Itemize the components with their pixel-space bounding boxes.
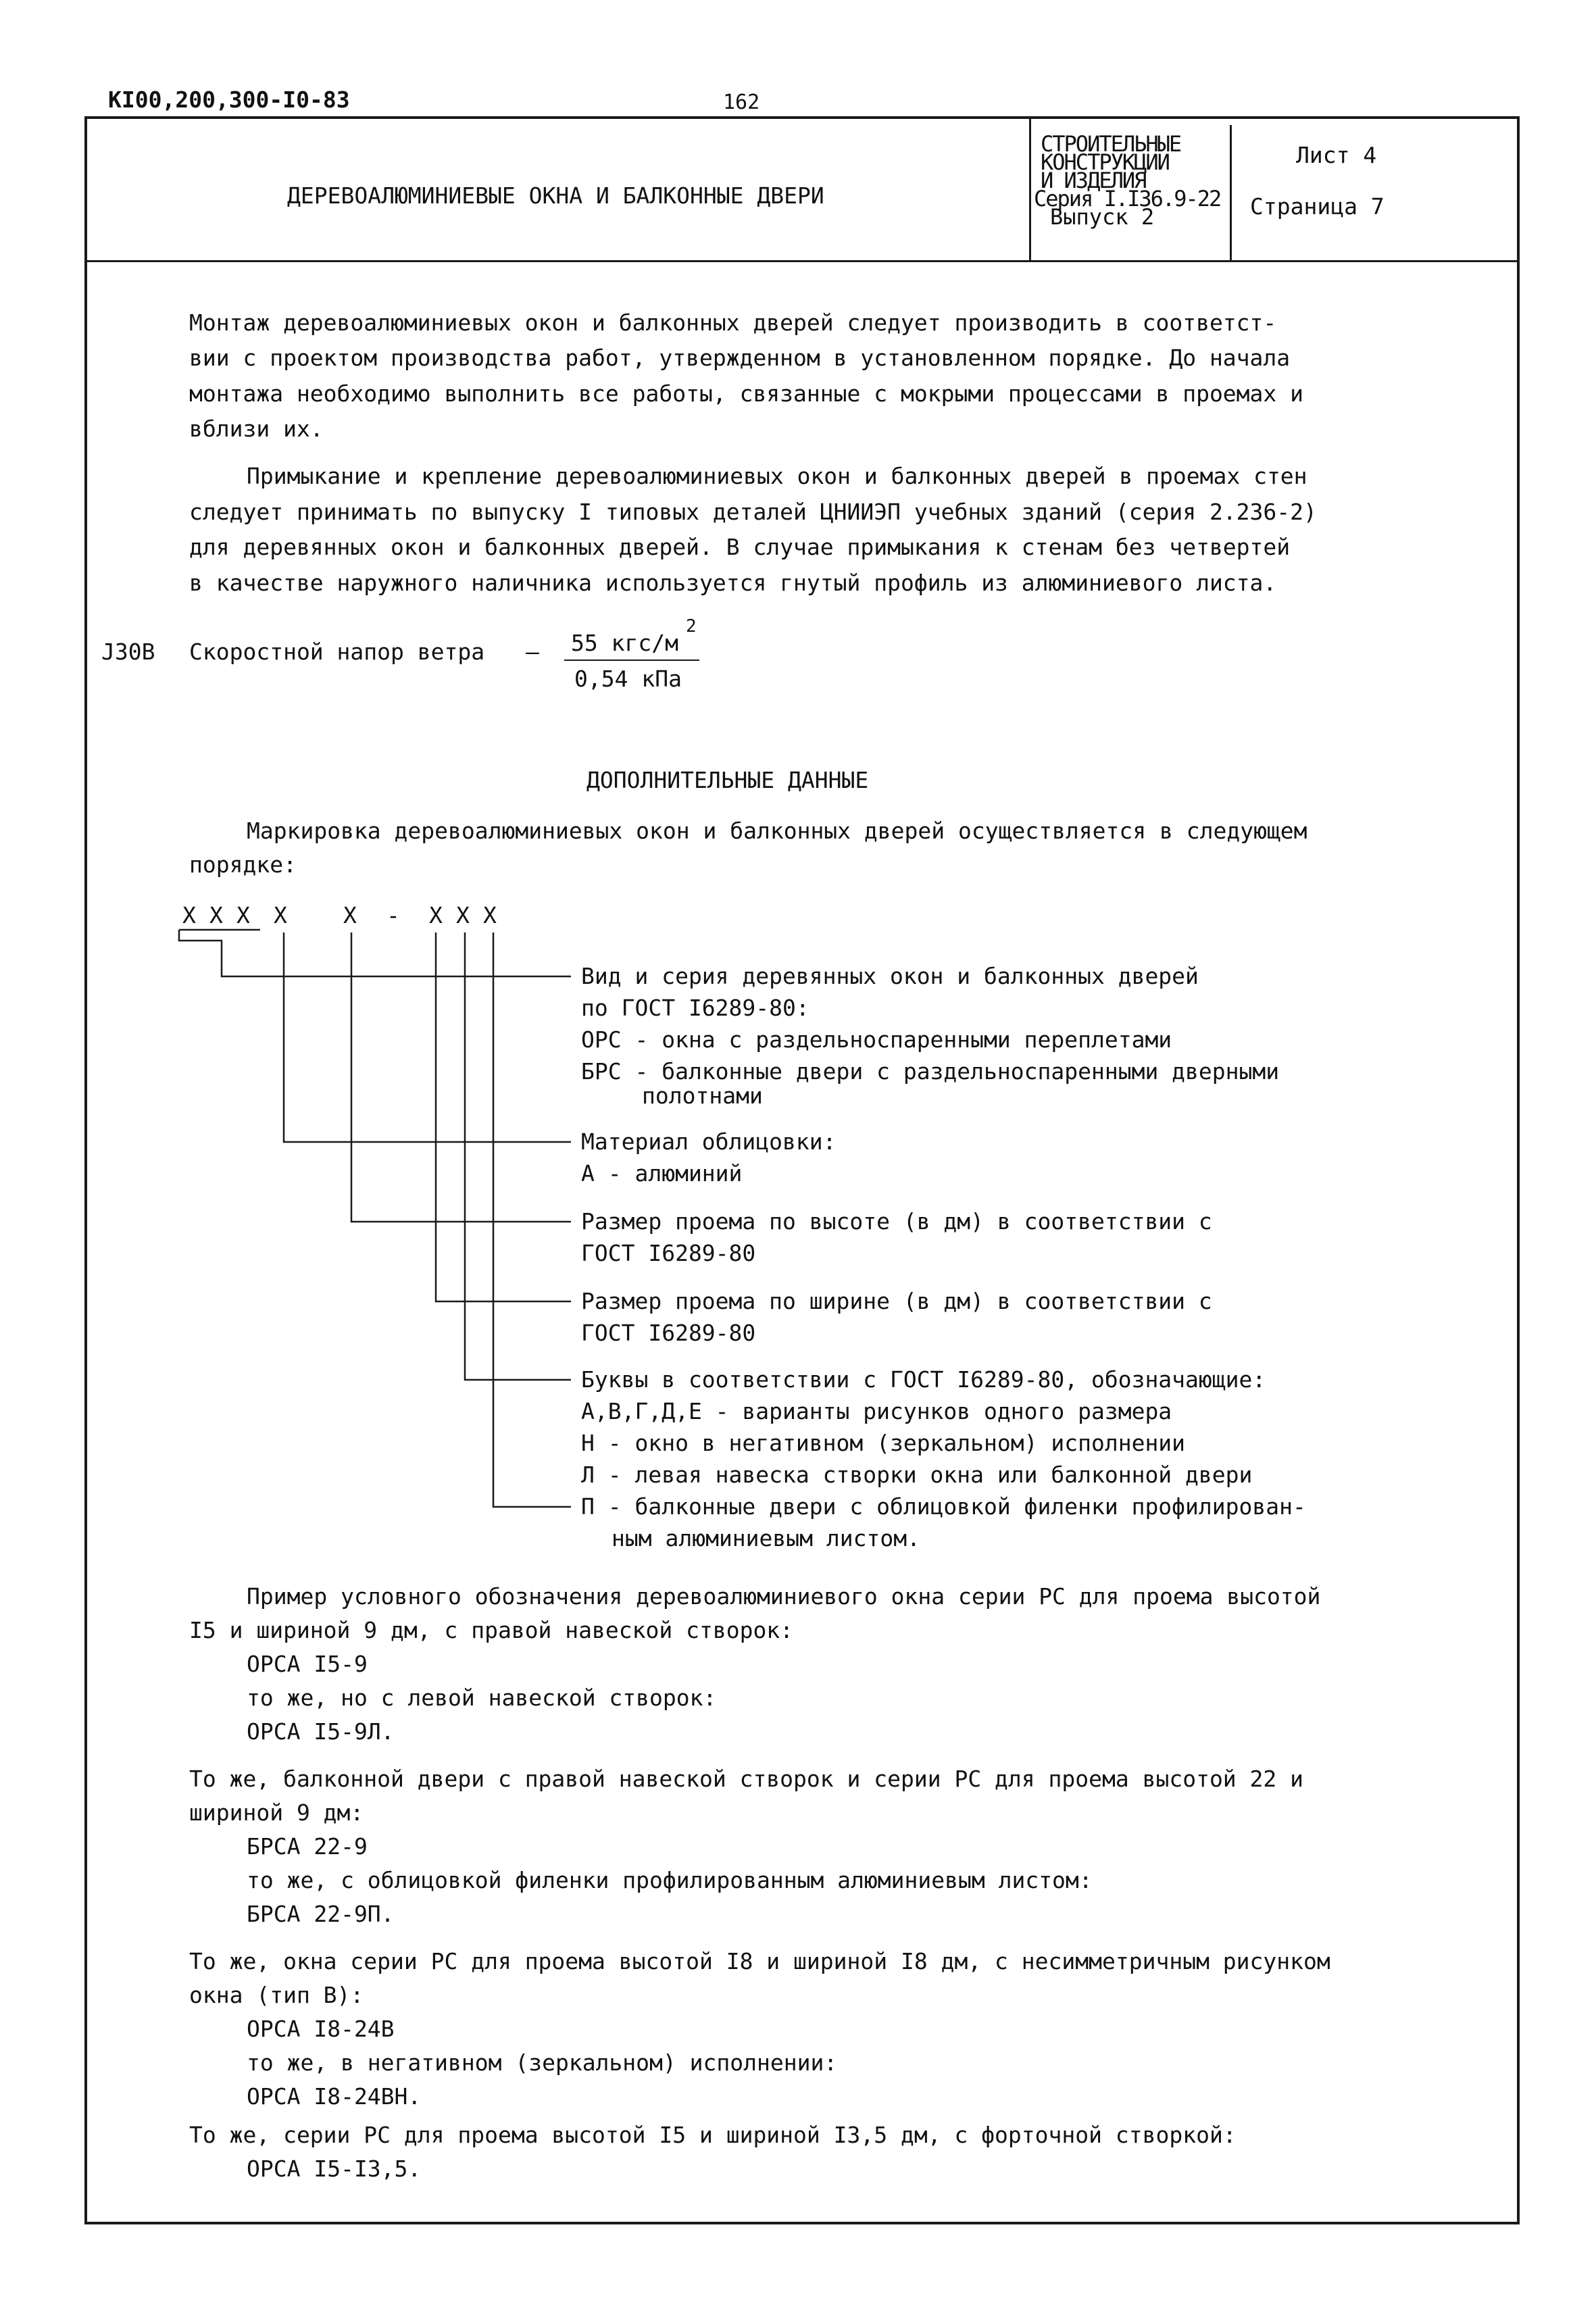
- text-line: Монтаж деревоалюминиевых окон и балконных дверей следует производить в соответст-: [189, 309, 1277, 336]
- example-line: Пример условного обозначения деревоалюминиевого окна серии РС для проема высотой: [247, 1583, 1321, 1610]
- example-line: то же, в негативном (зеркальном) исполнении:: [247, 2049, 838, 2076]
- example-line: I5 и шириной 9 дм, с правой навеской створок:: [189, 1617, 794, 1643]
- diagram-desc: полотнами: [642, 1082, 763, 1109]
- issue-line: Выпуск 2: [1050, 204, 1155, 230]
- example-code: ОРСА I8-24В: [247, 2016, 395, 2042]
- text-line: следует принимать по выпуску I типовых деталей ЦНИИЭП учебных зданий (серия 2.236-2): [189, 499, 1317, 525]
- example-line: шириной 9 дм:: [189, 1799, 364, 1826]
- code-char: X: [209, 902, 223, 928]
- example-code: ОРСА I5-I3,5.: [247, 2156, 422, 2182]
- diagram-desc: ГОСТ I6289-80: [581, 1240, 756, 1266]
- diagram-desc: Н - окно в негативном (зеркальном) исполнении: [581, 1430, 1186, 1456]
- code-char: X: [274, 902, 287, 928]
- wind-numerator: 55 кгс/м: [571, 630, 678, 656]
- code-char: X: [456, 902, 470, 928]
- diagram-desc: П - балконные двери с облицовкой филенки профилирован-: [581, 1493, 1306, 1520]
- example-line: окна (тип В):: [189, 1982, 364, 2008]
- code-char: X: [429, 902, 443, 928]
- diagram-desc: Размер проема по ширине (в дм) в соответствии с: [581, 1288, 1212, 1314]
- diagram-desc: Л - левая навеска створки окна или балконной двери: [581, 1462, 1253, 1488]
- example-code: ОРСА I5-9Л.: [247, 1718, 395, 1745]
- document-code: KI00,200,300-I0-83: [108, 86, 350, 113]
- section-heading: ДОПОЛНИТЕЛЬНЫЕ ДАННЫЕ: [587, 767, 869, 793]
- text-line: вблизи их.: [189, 416, 324, 442]
- text-line: вии с проектом производства работ, утвержденном в установленном порядке. До начала: [189, 345, 1291, 371]
- diagram-desc: Буквы в соответствии с ГОСТ I6289-80, обозначающие:: [581, 1366, 1266, 1393]
- category-line: КОНСТРУКЦИИ: [1041, 149, 1169, 175]
- example-line: То же, балконной двери с правой навеской створок и серии РС для проема высотой 22 и: [189, 1766, 1304, 1792]
- code-char: -: [386, 902, 400, 928]
- example-line: то же, но с левой навеской створок:: [247, 1685, 717, 1711]
- text-line: порядке:: [189, 851, 297, 878]
- code-char: X: [483, 902, 497, 928]
- example-code: ОРСА I5-9: [247, 1651, 368, 1677]
- example-code: БРСА 22-9П.: [247, 1901, 395, 1927]
- text-line: Маркировка деревоалюминиевых окон и балконных дверей осуществляется в следующем: [247, 818, 1307, 844]
- page-number: 162: [723, 91, 760, 114]
- diagram-desc: Материал облицовки:: [581, 1128, 837, 1155]
- code-char: X: [236, 902, 250, 928]
- text-line: для деревянных окон и балконных дверей. В случае примыкания к стенам без четвертей: [189, 534, 1291, 560]
- diagram-desc: по ГОСТ I6289-80:: [581, 995, 809, 1021]
- category-line: И ИЗДЕЛИЯ: [1041, 168, 1146, 193]
- wind-superscript: 2: [686, 616, 697, 637]
- series-line: Серия I.I36.9-22: [1034, 186, 1221, 211]
- example-code: БРСА 22-9: [247, 1833, 368, 1860]
- diagram-desc: Размер проема по высоте (в дм) в соответствии с: [581, 1208, 1212, 1235]
- wind-label: Скоростной напор ветра: [189, 639, 485, 665]
- example-line: То же, серии РС для проема высотой I5 и шириной I3,5 дм, с форточной створкой:: [189, 2122, 1237, 2148]
- diagram-desc: А - алюминий: [581, 1160, 743, 1187]
- text-line: Примыкание и крепление деревоалюминиевых окон и балконных дверей в проемах стен: [247, 463, 1307, 489]
- diagram-desc: ГОСТ I6289-80: [581, 1320, 756, 1346]
- diagram-desc: ОРС - окна с раздельноспаренными переплетами: [581, 1026, 1172, 1053]
- diagram-desc: БРС - балконные двери с раздельноспаренными дверными: [581, 1058, 1280, 1085]
- example-line: то же, с облицовкой филенки профилированным алюминиевым листом:: [247, 1867, 1093, 1893]
- wind-code: J30B: [101, 639, 155, 665]
- diagram-desc: А,В,Г,Д,Е - варианты рисунков одного размера: [581, 1398, 1172, 1424]
- example-code: ОРСА I8-24ВН.: [247, 2083, 422, 2110]
- diagram-desc: Вид и серия деревянных окон и балконных дверей: [581, 963, 1199, 989]
- code-char: X: [182, 902, 196, 928]
- page-label: Страница 7: [1250, 193, 1385, 220]
- code-char: X: [343, 902, 357, 928]
- example-line: То же, окна серии РС для проема высотой I8 и шириной I8 дм, с несимметричным рисунком: [189, 1948, 1330, 1974]
- text-line: в качестве наружного наличника используется гнутый профиль из алюминиевого листа.: [189, 570, 1277, 596]
- wind-dash: –: [526, 639, 539, 665]
- wind-denominator: 0,54 кПа: [574, 666, 682, 692]
- text-line: монтажа необходимо выполнить все работы, связанные с мокрыми процессами в проемах и: [189, 380, 1304, 407]
- document-title: ДЕРЕВОАЛЮМИНИЕВЫЕ ОКНА И БАЛКОННЫЕ ДВЕРИ: [287, 182, 824, 209]
- category-line: СТРОИТЕЛЬНЫЕ: [1041, 131, 1181, 157]
- sheet-label: Лист 4: [1296, 142, 1377, 168]
- diagram-desc: ным алюминиевым листом.: [612, 1525, 920, 1551]
